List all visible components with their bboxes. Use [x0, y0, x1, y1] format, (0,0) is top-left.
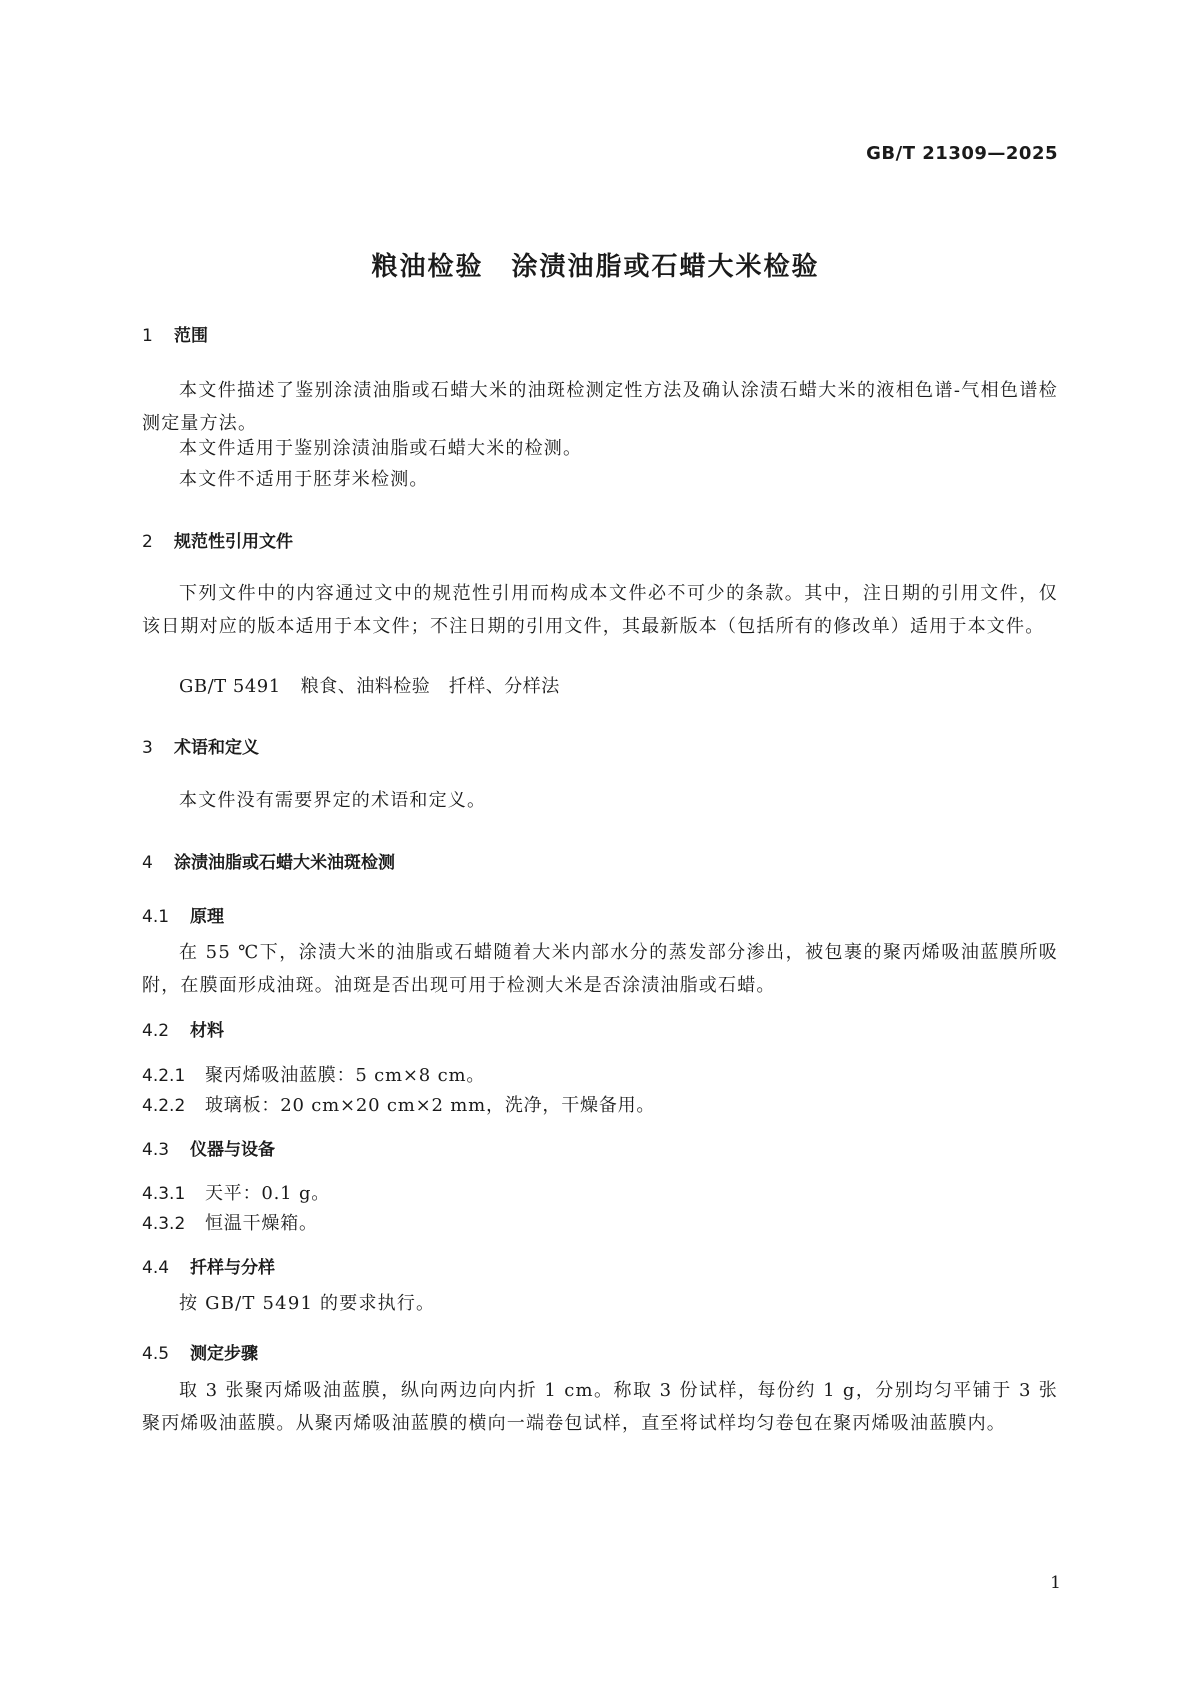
section-3-heading [142, 733, 259, 758]
section-number: 4 [142, 853, 153, 873]
section-title: 术语和定义 [174, 738, 259, 758]
material-item-1 [142, 1061, 485, 1087]
subsection-title: 原理 [190, 907, 224, 927]
subsection-4-3-heading [142, 1135, 275, 1160]
item-number: 4.2.1 [142, 1066, 186, 1086]
subsection-number: 4.1 [142, 907, 170, 927]
subsection-number: 4.5 [142, 1344, 170, 1364]
reference-code: GB/T 5491 [179, 676, 281, 697]
item-text: 天平：0.1 g。 [205, 1183, 331, 1204]
section-4-heading [142, 848, 395, 873]
subsection-4-4-heading [142, 1253, 275, 1278]
subsection-4-5-heading [142, 1339, 258, 1364]
subsection-title: 材料 [190, 1021, 224, 1041]
section-number: 3 [142, 738, 153, 758]
reference-title: 粮食、油料检验 扦样、分样法 [300, 676, 560, 697]
reference-entry [179, 672, 560, 698]
subsection-4-2-heading [142, 1016, 224, 1041]
material-item-2 [142, 1091, 655, 1117]
normative-references-paragraph: 下列文件中的内容通过文中的规范性引用而构成本文件必不可少的条款。其中，注日期的引用文件，仅该日期对应的版本适用于本文件；不注日期的引用文件，其最新版本（包括所有的修改单）适用于本文件。 [142, 583, 1058, 637]
item-text: 玻璃板：20 cm×20 cm×2 mm，洗净，干燥备用。 [205, 1095, 656, 1116]
item-number: 4.3.2 [142, 1214, 186, 1234]
section-number: 1 [142, 326, 153, 346]
scope-paragraph-3: 本文件不适用于胚芽米检测。 [179, 469, 429, 490]
section-number: 2 [142, 532, 153, 552]
sampling-paragraph: 按 GB/T 5491 的要求执行。 [179, 1293, 436, 1314]
item-text: 恒温干燥箱。 [205, 1213, 318, 1234]
subsection-title: 测定步骤 [190, 1344, 258, 1364]
item-number: 4.3.1 [142, 1184, 186, 1204]
section-1-heading [142, 321, 208, 346]
item-text: 聚丙烯吸油蓝膜：5 cm×8 cm。 [205, 1065, 486, 1086]
item-number: 4.2.2 [142, 1096, 186, 1116]
scope-paragraph-1: 本文件描述了鉴别涂渍油脂或石蜡大米的油斑检测定性方法及确认涂渍石蜡大米的液相色谱-气相色谱检测定量方法。 [142, 380, 1058, 434]
subsection-title: 仪器与设备 [190, 1140, 275, 1160]
scope-paragraph-2: 本文件适用于鉴别涂渍油脂或石蜡大米的检测。 [179, 438, 583, 459]
equipment-item-2 [142, 1209, 318, 1235]
equipment-item-1 [142, 1179, 330, 1205]
section-title: 范围 [174, 326, 208, 346]
section-title: 规范性引用文件 [174, 532, 293, 552]
procedure-paragraph: 取 3 张聚丙烯吸油蓝膜，纵向两边向内折 1 cm。称取 3 份试样，每份约 1 g，分别均匀平铺于 3 张聚丙烯吸油蓝膜。从聚丙烯吸油蓝膜的横向一端卷包试样，直至将试样均匀卷包在聚丙烯吸油蓝膜内。 [142, 1380, 1058, 1434]
subsection-title: 扦样与分样 [190, 1258, 275, 1278]
document-title: 粮油检验 涂渍油脂或石蜡大米检验 [371, 252, 820, 282]
section-2-heading [142, 527, 293, 552]
standard-number: GB/T 21309—2025 [866, 143, 1058, 164]
subsection-4-1-heading [142, 902, 224, 927]
page-number: 1 [1050, 1573, 1061, 1593]
subsection-number: 4.2 [142, 1021, 170, 1041]
subsection-number: 4.4 [142, 1258, 170, 1278]
subsection-number: 4.3 [142, 1140, 170, 1160]
principle-paragraph: 在 55 ℃下，涂渍大米的油脂或石蜡随着大米内部水分的蒸发部分渗出，被包裹的聚丙烯吸油蓝膜所吸附，在膜面形成油斑。油斑是否出现可用于检测大米是否涂渍油脂或石蜡。 [142, 942, 1058, 996]
section-title: 涂渍油脂或石蜡大米油斑检测 [174, 853, 395, 873]
terms-paragraph: 本文件没有需要界定的术语和定义。 [179, 790, 487, 811]
